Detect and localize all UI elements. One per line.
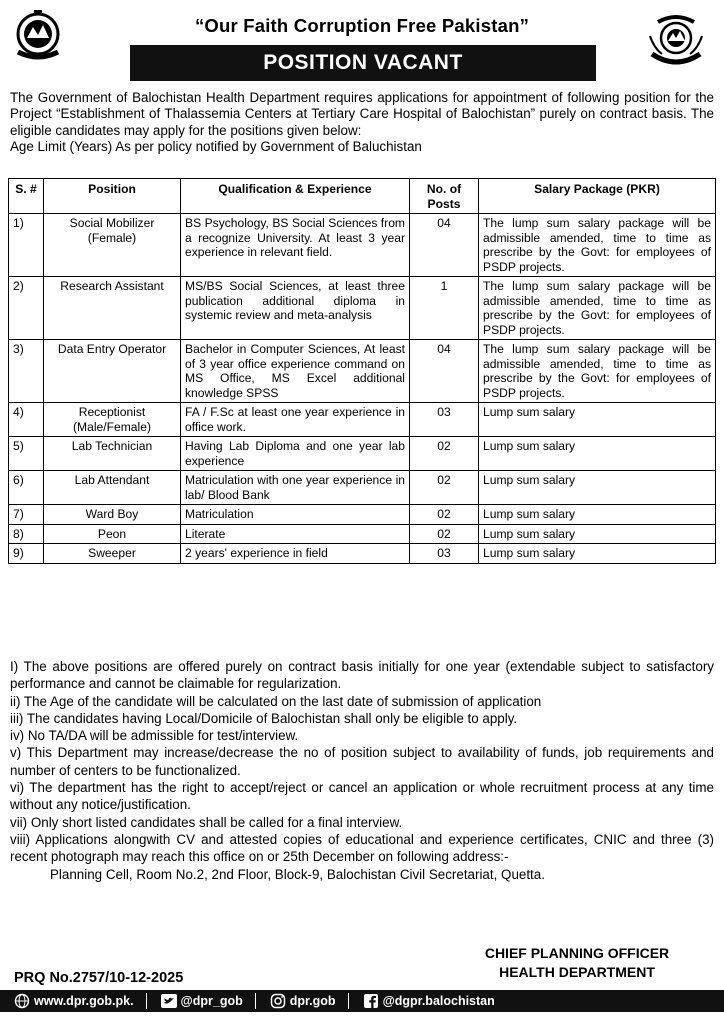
row-posts: 04 <box>410 340 479 403</box>
row-posts: 03 <box>410 403 479 437</box>
website-text: www.dpr.gob.pk. <box>34 994 134 1008</box>
row-posts: 02 <box>410 471 479 505</box>
twitter-link[interactable] <box>161 994 243 1008</box>
row-position: Peon <box>44 524 181 544</box>
footer-bar <box>0 990 724 1012</box>
row-qualification: Having Lab Diploma and one year lab experience <box>181 437 410 471</box>
note-item: vii) Only short listed candidates shall be called for a final interview. <box>10 814 403 830</box>
row-qualification: Matriculation with one year experience in lab/ Blood Bank <box>181 471 410 505</box>
intro-paragraph: The Government of Balochistan Health Department requires applications for appointment of following position for the Project “Establishment of Thalassemia Centers at Tertiary Care Hospital of Balochistan” purely on contract basis. The eligible candidates may apply for the positions given below: <box>10 90 714 138</box>
note-item: iii) The candidates having Local/Domicile of Balochistan shall only be eligible to apply. <box>10 710 518 726</box>
instagram-text: dpr.gob <box>289 994 336 1008</box>
row-sn: 1) <box>9 214 44 277</box>
row-qualification: 2 years' experience in field <box>181 544 410 564</box>
row-position: Lab Attendant <box>44 471 181 505</box>
row-qualification: Matriculation <box>181 505 410 525</box>
row-sn: 5) <box>9 437 44 471</box>
row-salary: The lump sum salary package will be admissible amended, time to time as prescribe by the Govt: for employees of PSDP projects. <box>479 340 716 403</box>
row-sn: 8) <box>9 524 44 544</box>
note-item: vi) The department has the right to accept/reject or cancel an application or whole recruitment process at any time without any notice/justification. <box>10 780 714 813</box>
facebook-text: @dgpr.balochistan <box>382 994 495 1008</box>
row-position: Receptionist (Male/Female) <box>44 403 181 437</box>
row-salary: Lump sum salary <box>479 505 716 525</box>
table-row <box>9 524 716 544</box>
row-position: Sweeper <box>44 544 181 564</box>
terms-notes <box>10 658 714 883</box>
age-limit-text: Age Limit (Years) As per policy notified by Government of Baluchistan <box>10 138 422 154</box>
header-sn: S. # <box>9 179 44 214</box>
row-posts: 04 <box>410 214 479 277</box>
signature-department: HEALTH DEPARTMENT <box>499 964 655 980</box>
table-row <box>9 277 716 340</box>
table-row <box>9 403 716 437</box>
row-position: Social Mobilizer (Female) <box>44 214 181 277</box>
table-row <box>9 340 716 403</box>
footer-divider <box>348 993 349 1009</box>
row-qualification: MS/BS Social Sciences, at least three publication additional diploma in systemic review and meta-analysis <box>181 277 410 340</box>
row-salary: Lump sum salary <box>479 524 716 544</box>
header-salary: Salary Package (PKR) <box>479 179 716 214</box>
facebook-link[interactable] <box>363 993 495 1009</box>
row-posts: 1 <box>410 277 479 340</box>
website-link[interactable] <box>14 993 134 1009</box>
prq-number: PRQ No.2757/10-12-2025 <box>14 970 184 986</box>
row-qualification: Bachelor in Computer Sciences, At least of 3 year office experience command on MS Office, MS Excel additional knowledge SPSS <box>181 340 410 403</box>
row-salary: The lump sum salary package will be admissible amended, time to time as prescribe by the Govt: for employees of PSDP projects. <box>479 277 716 340</box>
table-row <box>9 505 716 525</box>
office-address: Planning Cell, Room No.2, 2nd Floor, Block-9, Balochistan Civil Secretariat, Quetta. <box>50 866 545 882</box>
row-position: Research Assistant <box>44 277 181 340</box>
twitter-icon <box>161 994 177 1008</box>
row-qualification: FA / F.Sc at least one year experience in office work. <box>181 403 410 437</box>
signature-block <box>450 944 704 982</box>
note-item: I) The above positions are offered purely on contract basis initially for one year (extendable subject to satisfactory performance and cannot be claimable for regularization. <box>10 659 714 692</box>
note-item: viii) Applications alongwith CV and attested copies of educational and experience certificates, CNIC and three (3) recent photograph may reach this office on or 25th December on following address:- <box>10 831 714 865</box>
position-vacant-banner: POSITION VACANT <box>130 45 596 81</box>
row-posts: 02 <box>410 437 479 471</box>
footer-divider <box>255 993 256 1009</box>
instagram-link[interactable] <box>270 993 336 1009</box>
table-row <box>9 214 716 277</box>
slogan-heading: “Our Faith Corruption Free Pakistan” <box>194 15 530 36</box>
header-position: Position <box>44 179 181 214</box>
row-salary: Lump sum salary <box>479 403 716 437</box>
footer-divider <box>146 993 147 1009</box>
row-sn: 2) <box>9 277 44 340</box>
globe-icon <box>14 993 30 1009</box>
facebook-icon <box>363 993 379 1009</box>
intro-section <box>10 90 714 155</box>
row-salary: Lump sum salary <box>479 437 716 471</box>
row-salary: Lump sum salary <box>479 471 716 505</box>
note-item: iv) No TA/DA will be admissible for test/interview. <box>10 728 299 744</box>
table-row <box>9 471 716 505</box>
row-sn: 6) <box>9 471 44 505</box>
instagram-icon <box>270 993 286 1009</box>
header-posts: No. of Posts <box>410 179 479 214</box>
row-posts: 03 <box>410 544 479 564</box>
row-sn: 3) <box>9 340 44 403</box>
table-header-row <box>9 179 716 214</box>
row-salary: Lump sum salary <box>479 544 716 564</box>
positions-table <box>8 178 716 564</box>
row-posts: 02 <box>410 524 479 544</box>
note-item: v) This Department may increase/decrease the no of position subject to availability of funds, job requirements and number of centers to be functionalized. <box>10 745 714 778</box>
table-row <box>9 544 716 564</box>
table-row <box>9 437 716 471</box>
signature-title: CHIEF PLANNING OFFICER <box>484 945 670 961</box>
row-sn: 4) <box>9 403 44 437</box>
row-sn: 7) <box>9 505 44 525</box>
header-qualification: Qualification & Experience <box>181 179 410 214</box>
row-position: Lab Technician <box>44 437 181 471</box>
row-qualification: Literate <box>181 524 410 544</box>
row-posts: 02 <box>410 505 479 525</box>
twitter-text: @dpr_gob <box>180 994 243 1008</box>
row-qualification: BS Psychology, BS Social Sciences from a recognize University. At least 3 year experience in relevant field. <box>181 214 410 277</box>
row-sn: 9) <box>9 544 44 564</box>
row-position: Ward Boy <box>44 505 181 525</box>
row-position: Data Entry Operator <box>44 340 181 403</box>
note-item: ii) The Age of the candidate will be calculated on the last date of submission of application <box>10 693 542 709</box>
row-salary: The lump sum salary package will be admissible amended, time to time as prescribe by the Govt: for employees of PSDP projects. <box>479 214 716 277</box>
